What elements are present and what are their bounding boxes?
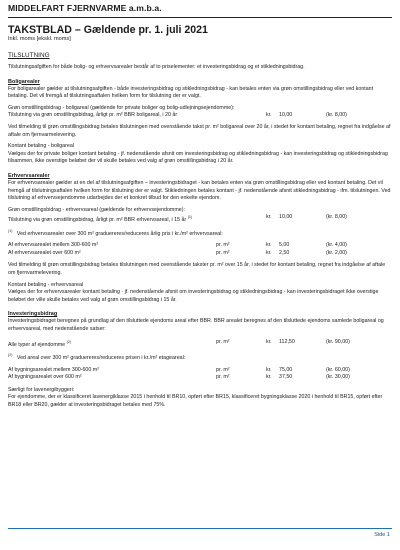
- company-name: MIDDELFART FJERNVARME a.m.b.a.: [8, 3, 162, 13]
- lavenergi-title: Særligt for lavenergibyggeri:: [8, 386, 75, 393]
- erhverv-kontant-title: Kontant betaling - erhvervsareal: [8, 281, 84, 288]
- erhverv-gradient-row-1: Af erhvervsarealet mellem 300-600 m² pr. m² kr. 5,00 (kr. 4,00): [8, 242, 347, 249]
- footer-rule: [8, 528, 392, 529]
- row-currency: kr.: [266, 214, 272, 221]
- bolig-tilmelding: Ved tilmelding til grøn omstillingsbidrag betales tilslutningen med ovenstående takst pr. m² boligareal over 20 år, i stedet for kontant betaling, regnet fra indgåelse af aftale om fjernvarmelevering.: [8, 123, 391, 138]
- heading-boligarealer: Boligarealer: [8, 78, 40, 85]
- erhverv-note: $^{(1)}$ Ved erhvervsarealer over 300 m² graduereres/reduceres årlig pris i kr./m² erhvervsareal:: [8, 228, 223, 237]
- investering-note: $^{(2)}$ Ved areal over 300 m² graduereres/reduceres prisen i kr./m² etageareal:: [8, 353, 186, 361]
- erhverv-groen-row: [8, 214, 392, 222]
- page-subtitle: Inkl. moms [ekskl. moms]: [8, 36, 71, 42]
- page-footer: [0, 528, 400, 538]
- row-label: Tilslutning via grøn omstillingsbidrag, årligt pr. m² BBR erhvervsareal, i 15 år $^{(1)}$: [8, 215, 193, 224]
- erhverv-gradient-row-2: Af erhvervsarealet over 600 m² pr. m² kr. 2,50 (kr. 2,00): [8, 249, 347, 256]
- bolig-groen-row: [8, 112, 392, 120]
- row-currency: kr.: [266, 112, 272, 119]
- heading-investeringsbidrag: Investeringsbidrag: [8, 311, 58, 318]
- lavenergi-text: For ejendomme, der er klassificeret lavenergiklasse 2015 i henhold til BR10, opført efter BR15, klassificeret bygningsklasse 2020 i henhold til BR15, opført efter BR18 eller BR20, gælder at investeringsbidraget betales med 75%.: [8, 394, 383, 408]
- bolig-groen-title: Grøn omstillingsbidrag - boligareal (gældende for private boliger og bolig-udlejningsejendomme):: [8, 104, 235, 111]
- bolig-text: For boligarealer gælder at tilslutningsafgiften - både investeringsbidrag og stikledningsbidrag - kan betales enten via grøn omstillingsbidrag eller ved kontant betaling. Det vil fremgå af tilslutningsaftalen hvilken form for tilslutning der er valgt.: [8, 85, 374, 100]
- bolig-kontant-title: Kontant betaling - boligareal: [8, 143, 74, 150]
- investering-alle-row: Alle typer af ejendomme $^{(2)}$ pr. m² kr. 112,50 (kr. 90,00): [8, 338, 350, 348]
- erhverv-text: For erhvervsarealer gælder at en del af tilslutningsafgiften – investeringsbidraget - kan betales enten via grøn omstillingsbidrag eller ved kontant betaling. Det vil fremgå af tilslutningsaftalen hvilken form for tilslutning der er valgt. Stikledningen betales kontant - jf. nedenstående afsnit stikledningsbidrag - ifm. tilslutningen. Ved tilslutning af erhvervsejendomme udarbejdes der et konkret tilbud for den enkelte ejendom.: [8, 179, 391, 202]
- investering-text: Investeringsbidraget beregnes på grundlag af den tilsluttede ejendoms areal efter BBR. BBR arealet beregnes af den tilsluttede ejendoms samlede boligareal og erhvervsareal, med nedenstående satser:: [8, 318, 384, 333]
- page-title: TAKSTBLAD – Gældende pr. 1. juli 2021: [8, 24, 208, 36]
- section-heading-tilslutning: TILSLUTNING: [8, 52, 50, 59]
- investering-gradient-row-1: Af bygningsarealet mellem 300-600 m² pr. m² kr. 75,00 (kr. 60,00): [8, 366, 350, 373]
- document-page: [8, 3, 392, 410]
- investering-gradient-row-2: Af bygningsarealet over 600 m² pr. m² kr. 37,50 (kr. 30,00): [8, 374, 350, 381]
- erhverv-tilmelding: Ved tilmelding til grøn omstillingsbidrag betales tilslutningen med ovenstående takster pr. m² over 15 år, i stedet for kontant betaling, regnet fra indgåelse af aftale om fjernvarmelevering.: [8, 262, 386, 277]
- intro-paragraph: Tilslutningsafgiften for både bolig- og erhvervsarealer består af to priselementer: et investeringsbidrag og et stikledningsbidrag.: [8, 64, 305, 70]
- page-number: Side 1: [374, 532, 390, 538]
- row-price: 10,00: [279, 214, 293, 221]
- erhverv-kontant-text: Vælges der for erhvervsarealer kontant betaling - jf. nedenstående afsnit om investeringsbidrag og stikledningsbidrag - kan investeringsbidraget ikke overstige beløbet der ville skulle betales ved valg af grøn omstillingsbidrag i 15 år.: [8, 289, 379, 303]
- row-price-ex-vat: (kr. 8,00): [326, 112, 347, 119]
- row-price-ex-vat: (kr. 8,00): [326, 214, 347, 221]
- erhverv-groen-title: Grøn omstillingsbidrag - erhvervsareal (gældende for erhvervsejendomme):: [8, 206, 185, 213]
- row-label: Tilslutning via grøn omstillingsbidrag, årligt pr. m² BBR boligareal, i 20 år: [8, 112, 178, 119]
- header-rule: [8, 17, 392, 18]
- row-price: 10,00: [279, 112, 293, 119]
- heading-erhvervsarealer: Erhvervsarealer: [8, 172, 50, 179]
- bolig-kontant-text: Vælges der for private boliger kontant betaling - jf. nedenstående afsnit om investeringsbidrag og stikledningsbidrag - kan investeringsbidrag og stikledningsbidrag tilsammen, ikke overstige beløbet der vil skulle betales ved valg af grøn omstillingsbidrag i 20 år.: [8, 150, 388, 165]
